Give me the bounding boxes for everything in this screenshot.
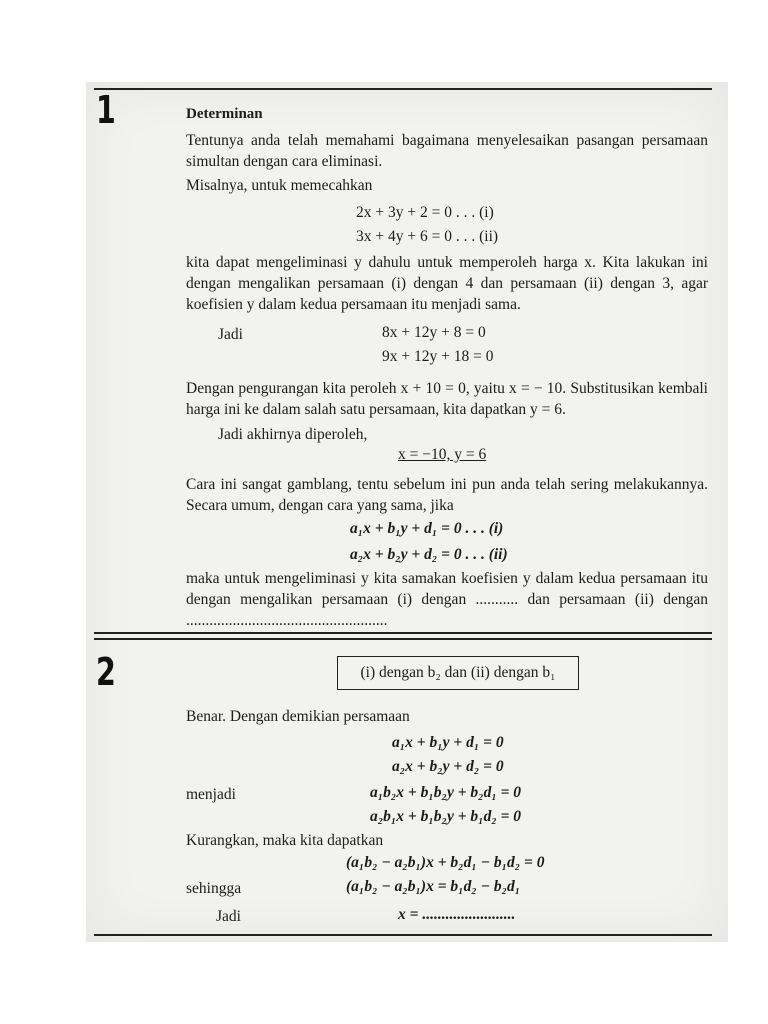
equation-3: 8x + 12y + 8 = 0 xyxy=(382,324,486,341)
bottom-rule xyxy=(94,934,712,936)
frame2-equation-5: (a₁b₂ − a₂b₁)x + b₂d₁ − b₁d₂ = 0 xyxy=(346,854,545,871)
frame2-equation-3: a₁b₂x + b₁b₂y + b₂d₁ = 0 xyxy=(370,784,522,801)
equation-6: a₂x + b₂y + d₂ = 0 . . . (ii) xyxy=(350,546,508,563)
jadi-label-1: Jadi xyxy=(218,326,243,343)
frame2-equation-7: x = ........................ xyxy=(398,906,516,923)
sehingga-label: sehingga xyxy=(186,880,242,897)
elimination-paragraph: kita dapat mengeliminasi y dahulu untuk memperoleh harga x. Kita lakukan ini dengan mengalikan persamaan (i) dengan 4 dan persamaan (ii) dengan 3, agar koefisien y dalam kedua persamaan itu menjadi sama. xyxy=(186,254,708,313)
question-paragraph: maka untuk mengeliminasi y kita samakan koefisien y dalam kedua persamaan itu dengan mengalikan persamaan (i) dengan ........... dan persamaan (ii) dengan .................................................... xyxy=(186,570,708,629)
section-title: Determinan xyxy=(186,106,263,122)
frame2-equation-4: a₂b₁x + b₁b₂y + b₁d₂ = 0 xyxy=(370,808,522,825)
result-equation: x = −10, y = 6 xyxy=(398,446,487,463)
jadi-label-2: Jadi xyxy=(216,908,241,925)
answer-box: (i) dengan b₂ dan (ii) dengan b₁ xyxy=(337,656,579,690)
equation-5: a₁x + b₁y + d₁ = 0 . . . (i) xyxy=(350,520,504,537)
frame2-equation-6: (a₁b₂ − a₂b₁)x = b₁d₂ − b₂d₁ xyxy=(346,878,521,895)
frame-number-1: 1 xyxy=(96,88,116,132)
frame-number-2: 2 xyxy=(96,650,116,694)
frame2-equation-1: a₁x + b₁y + d₁ = 0 xyxy=(392,734,504,751)
top-rule xyxy=(94,88,712,90)
intro-paragraph: Tentunya anda telah memahami bagaimana menyelesaikan pasangan persamaan simultan dengan cara eliminasi. xyxy=(186,132,708,170)
equation-1: 2x + 3y + 2 = 0 . . . (i) xyxy=(356,204,494,221)
equation-2: 3x + 4y + 6 = 0 . . . (ii) xyxy=(356,228,499,245)
subtraction-paragraph: Dengan pengurangan kita peroleh x + 10 = 0, yaitu x = − 10. Substitusikan kembali harga ini ke dalam salah satu persamaan, kita dapatkan y = 6. xyxy=(186,380,708,418)
example-lead: Misalnya, untuk memecahkan xyxy=(186,177,373,194)
menjadi-label: menjadi xyxy=(186,786,236,803)
frame2-equation-2: a₂x + b₂y + d₂ = 0 xyxy=(392,758,504,775)
kurangkan-label: Kurangkan, maka kita dapatkan xyxy=(186,832,384,849)
general-paragraph: Cara ini sangat gamblang, tentu sebelum ini pun anda telah sering melakukannya. Secara umum, dengan cara yang sama, jika xyxy=(186,476,708,514)
frame-divider-top xyxy=(94,632,712,634)
frame2-lead: Benar. Dengan demikian persamaan xyxy=(186,708,410,725)
equation-4: 9x + 12y + 18 = 0 xyxy=(382,348,494,365)
frame-divider-bottom xyxy=(94,638,712,640)
result-lead: Jadi akhirnya diperoleh, xyxy=(218,426,368,443)
